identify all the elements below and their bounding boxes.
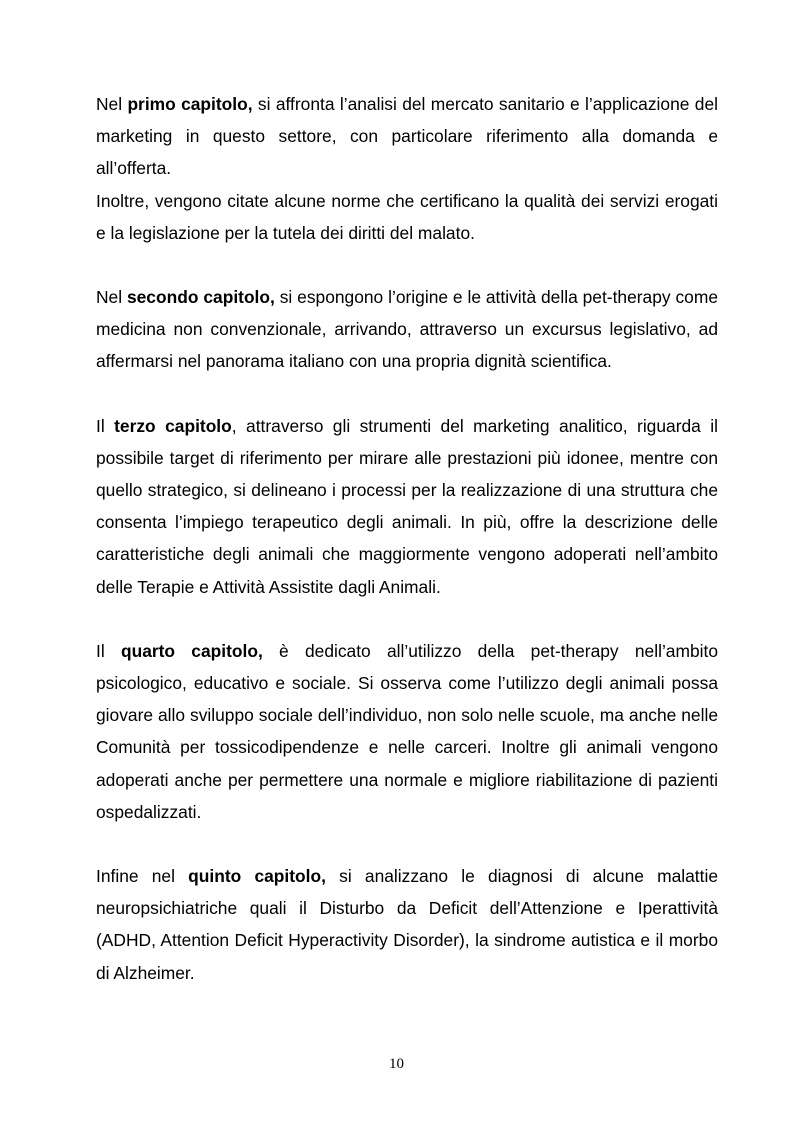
chapter-heading-inline: secondo capitolo, — [126, 287, 275, 308]
page-number: 10 — [389, 1056, 404, 1072]
paragraph-lead: Infine nel — [96, 866, 189, 887]
paragraph-lead: Il — [96, 640, 121, 661]
paragraph-text: si analizzano le diagnosi di alcune malattie neuropsichiatriche quali il Disturbo da Deficit dell’Attenzione e Iperattività (ADHD, Attention Deficit Hyperactivity Disorder), la sindrome autistica e il morbo di Alzheimer. — [96, 866, 718, 983]
paragraph-terzo-capitolo — [96, 410, 718, 603]
chapter-heading-inline: quinto capitolo, — [188, 866, 326, 887]
chapter-heading-inline: terzo capitolo — [114, 415, 232, 436]
paragraph-text: è dedicato all’utilizzo della pet-therapy nell’ambito psicologico, educativo e sociale. Si osserva come l’utilizzo degli animali possa giovare allo sviluppo sociale dell’individuo, non solo nelle scuole, ma anche nelle Comunità per tossicodipendenze e nelle carceri. Inoltre gli animali vengono adoperati anche per permettere una normale e migliore riabilitazione di pazienti ospedalizzati. — [96, 640, 718, 822]
paragraph-text: si espongono l’origine e le attività della pet-therapy come medicina non convenzionale, arrivando, attraverso un excursus legislativo, ad affermarsi nel panorama italiano con una propria dignità scientifica. — [96, 287, 718, 372]
paragraph-text: si affronta l’analisi del mercato sanitario e l’applicazione del marketing in questo settore, con particolare riferimento alla domanda e all’offerta. — [96, 94, 718, 179]
paragraph-inoltre — [96, 185, 718, 249]
chapter-heading-inline: primo capitolo, — [127, 94, 253, 114]
document-body — [96, 88, 718, 989]
paragraph-text: Inoltre, vengono citate alcune norme che certificano la qualità dei servizi erogati e la legislazione per la tutela dei diritti del malato. — [96, 190, 718, 243]
paragraph-lead: Il — [96, 415, 115, 436]
paragraph-primo-capitolo — [96, 88, 718, 185]
paragraph-text: , attraverso gli strumenti del marketing analitico, riguarda il possibile target di riferimento per mirare alle prestazioni più idonee, mentre con quello strategico, si delineano i processi per la realizzazione di una struttura che consenta l’impiego terapeutico degli animali. In più, offre la descrizione delle caratteristiche degli animali che maggiormente vengono adoperati nell’ambito delle Terapie e Attività Assistite dagli Animali. — [96, 415, 718, 597]
paragraph-lead: Nel — [96, 94, 128, 114]
paragraph-quinto-capitolo — [96, 860, 718, 989]
paragraph-lead: Nel — [96, 287, 127, 308]
paragraph-quarto-capitolo — [96, 635, 718, 828]
paragraph-secondo-capitolo — [96, 281, 718, 378]
chapter-heading-inline: quarto capitolo, — [120, 640, 263, 661]
